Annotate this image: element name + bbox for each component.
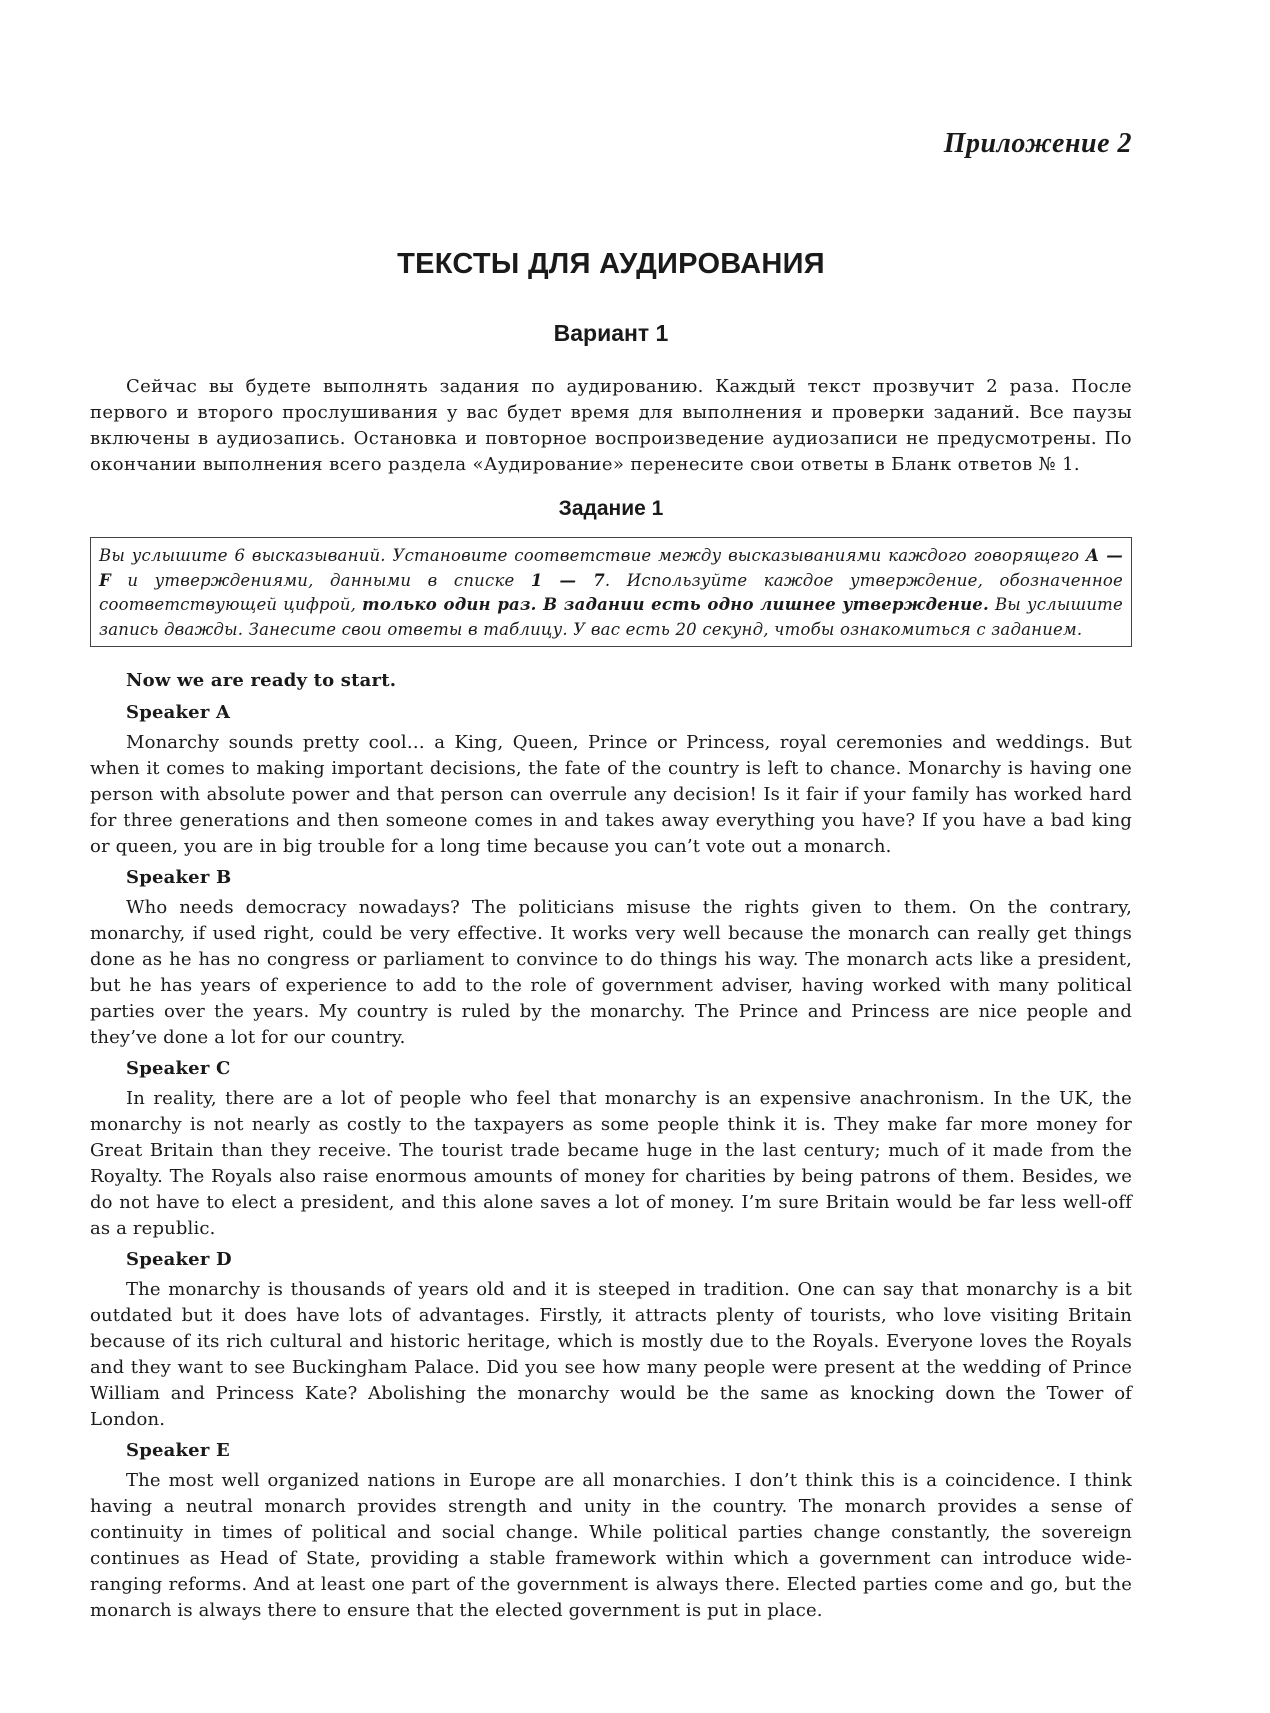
task-instruction-part: Вы услышите запись дважды. Занесите свои ответы в таблицу. У вас есть 20 секунд, чтобы ознакомиться с заданием. xyxy=(99,595,1123,639)
task-instruction-part: Вы услышите 6 высказываний. Установите соответствие между высказываниями каждого говорящего xyxy=(99,546,1087,565)
speaker-label: Speaker D xyxy=(126,1249,232,1270)
speaker-text: Who needs democracy nowadays? The politicians misuse the rights given to them. On the contrary, monarchy, if used right, could be very effective. It works very well because the monarch can really get things done as he has no congress or parliament to convince to do things his way. The monarch acts like a president, but he has years of experience to add to the role of government adviser, having worked with many political parties over the years. My country is ruled by the monarchy. The Prince and Princess are nice people and they’ve done a lot for our country. xyxy=(90,897,1132,1048)
task-speaker-range: A — F xyxy=(99,546,1123,590)
task-statement-range: 1 — 7 xyxy=(530,570,605,590)
transcript-body xyxy=(90,668,1132,1629)
speaker-label: Speaker E xyxy=(126,1440,230,1461)
task-instruction-box xyxy=(90,537,1132,647)
speaker-text: The most well organized nations in Europe are all monarchies. I don’t think this is a coincidence. I think having a neutral monarch provides strength and unity in the country. The monarch provides a sense of continuity in times of political and social change. While political parties change constantly, the sovereign continues as Head of State, providing a stable framework within which a government can introduce wide-ranging reforms. And at least one part of the government is always there. Elected parties come and go, but the monarch is always there to ensure that the elected government is put in place. xyxy=(90,1470,1132,1621)
speaker-label: Speaker C xyxy=(126,1058,231,1079)
task-emphasis: только один раз. В задании есть одно лишнее утверждение. xyxy=(362,595,989,614)
speaker-label: Speaker A xyxy=(126,702,231,723)
intro-paragraph: Сейчас вы будете выполнять задания по аудированию. Каждый текст прозвучит 2 раза. После первого и второго прослушивания у вас будет время для выполнения и проверки заданий. Все паузы включены в аудиозапись. Остановка и повторное воспроизведение аудиозаписи не предусмотрены. По окончании выполнения всего раздела «Аудирование» перенесите свои ответы в Бланк ответов № 1. xyxy=(90,376,1132,475)
variant-heading: Вариант 1 xyxy=(553,320,669,346)
appendix-label: Приложение 2 xyxy=(943,128,1132,159)
speaker-text: In reality, there are a lot of people who feel that monarchy is an expensive anachronism. In the UK, the monarchy is not nearly as costly to the taxpayers as some people think it is. They make far more money for Great Britain than they receive. The tourist trade became huge in the last century; much of it made from the Royalty. The Royals also raise enormous amounts of money for charities by being patrons of them. Besides, we do not have to elect a president, and this alone saves a lot of money. I’m sure Britain would be far less well-off as a republic. xyxy=(90,1088,1132,1239)
lead-line: Now we are ready to start. xyxy=(126,670,397,691)
page-title: ТЕКСТЫ ДЛЯ АУДИРОВАНИЯ xyxy=(397,248,825,280)
speaker-label: Speaker B xyxy=(126,867,232,888)
speaker-text: Monarchy sounds pretty cool… a King, Queen, Prince or Princess, royal ceremonies and weddings. But when it comes to making important decisions, the fate of the country is left to chance. Monarchy is having one person with absolute power and that person can overrule any decision! Is it fair if your family has worked hard for three generations and then someone comes in and takes away everything you have? If you have a bad king or queen, you are in big trouble for a long time because you can’t vote out a monarch. xyxy=(90,732,1132,857)
speaker-text: The monarchy is thousands of years old and it is steeped in tradition. One can say that monarchy is a bit outdated but it does have lots of advantages. Firstly, it attracts plenty of tourists, who love visiting Britain because of its rich cultural and historic heritage, which is mostly due to the Royals. Everyone loves the Royals and they want to see Buckingham Palace. Did you see how many people were present at the wedding of Prince William and Princess Kate? Abolishing the monarchy would be the same as knocking down the Tower of London. xyxy=(90,1279,1132,1430)
task-heading: Задание 1 xyxy=(558,497,664,520)
task-instruction-part: . Используйте каждое утверждение, обозначенное соответствующей цифрой, xyxy=(99,570,1123,614)
task-instruction-part: и утверждениями, данными в списке xyxy=(110,570,531,590)
